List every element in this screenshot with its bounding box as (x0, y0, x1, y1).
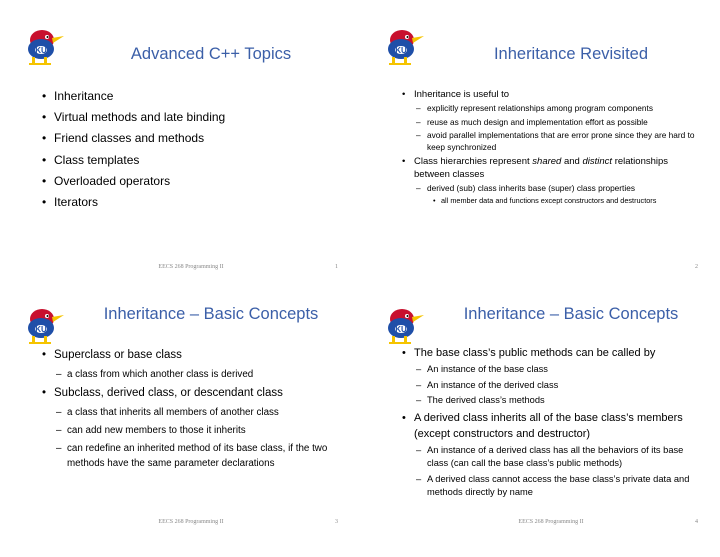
svg-text:KU: KU (35, 325, 47, 334)
slide-footer: EECS 268 Programming II (518, 519, 584, 525)
slide-body (402, 343, 706, 500)
sub-bullet-item: – An instance of a derived class has all the behaviors of its base class (can call the base class’s public methods) (402, 444, 706, 471)
jayhawk-logo-icon (20, 305, 66, 345)
jayhawk-logo-icon (380, 305, 426, 345)
sub-bullet-item: – An instance of the base class (402, 363, 706, 377)
slide-4 (360, 279, 720, 557)
bullet-item: • Subclass, derived class, or descendant class (42, 385, 346, 402)
slide-2 (360, 0, 720, 278)
slide-footer: EECS 268 Programming II (158, 519, 224, 525)
page-number: 1 (335, 264, 338, 270)
bullet-item: • A derived class inherits all of the base class’s members (except constructors and destructor) (402, 410, 706, 442)
sub-bullet-item: – a class from which another class is derived (42, 367, 346, 382)
sub-bullet-item: – explicitly represent relationships among program components (402, 103, 706, 115)
svg-text:KU: KU (395, 46, 407, 55)
slide-title: Advanced C++ Topics (130, 45, 292, 63)
bullet-item: • The base class’s public methods can be called by (402, 345, 706, 361)
sub-sub-bullet-item: • all member data and functions except constructors and destructors (402, 196, 706, 206)
slide-body (42, 86, 346, 213)
sub-bullet-item: – can add new members to those it inherits (42, 423, 346, 438)
bullet-item: • Class hierarchies represent shared and distinct relationships between classes (402, 155, 706, 181)
sub-bullet-item: – derived (sub) class inherits base (super) class properties (402, 183, 706, 195)
jayhawk-logo-icon (380, 26, 426, 66)
slide-1 (0, 0, 360, 278)
sub-bullet-item: – A derived class cannot access the base class’s private data and methods directly by name (402, 473, 706, 500)
sub-bullet-item: – avoid parallel implementations that are error prone since they are hard to keep synchronized (402, 130, 706, 153)
svg-text:KU: KU (395, 325, 407, 334)
sub-bullet-item: – a class that inherits all members of another class (42, 405, 346, 420)
bullet-item: • Superclass or base class (42, 347, 346, 364)
bullet-item: • Overloaded operators (42, 171, 346, 192)
bullet-item: • Class templates (42, 150, 346, 171)
jayhawk-logo-icon (20, 26, 66, 66)
bullet-item: • Inheritance is useful to (402, 88, 706, 101)
slide-body (42, 344, 346, 471)
bullet-item: • Iterators (42, 192, 346, 213)
bullet-item: • Virtual methods and late binding (42, 107, 346, 128)
slide-3 (0, 279, 360, 557)
slide-title: Inheritance – Basic Concepts (103, 305, 319, 323)
page-number: 4 (695, 519, 698, 525)
slide-title: Inheritance Revisited (493, 45, 649, 63)
page-number: 2 (695, 264, 698, 270)
sub-bullet-item: – reuse as much design and implementation effort as possible (402, 117, 706, 129)
slide-footer: EECS 268 Programming II (158, 264, 224, 270)
sub-bullet-item: – can redefine an inherited method of its base class, if the two methods have the same parameter declarations (42, 441, 346, 471)
sub-bullet-item: – The derived class’s methods (402, 394, 706, 408)
slide-body (402, 86, 706, 206)
bullet-item: • Inheritance (42, 86, 346, 107)
slide-title: Inheritance – Basic Concepts (463, 305, 679, 323)
svg-text:KU: KU (35, 46, 47, 55)
sub-bullet-item: – An instance of the derived class (402, 379, 706, 393)
page-number: 3 (335, 519, 338, 525)
bullet-item: • Friend classes and methods (42, 128, 346, 149)
